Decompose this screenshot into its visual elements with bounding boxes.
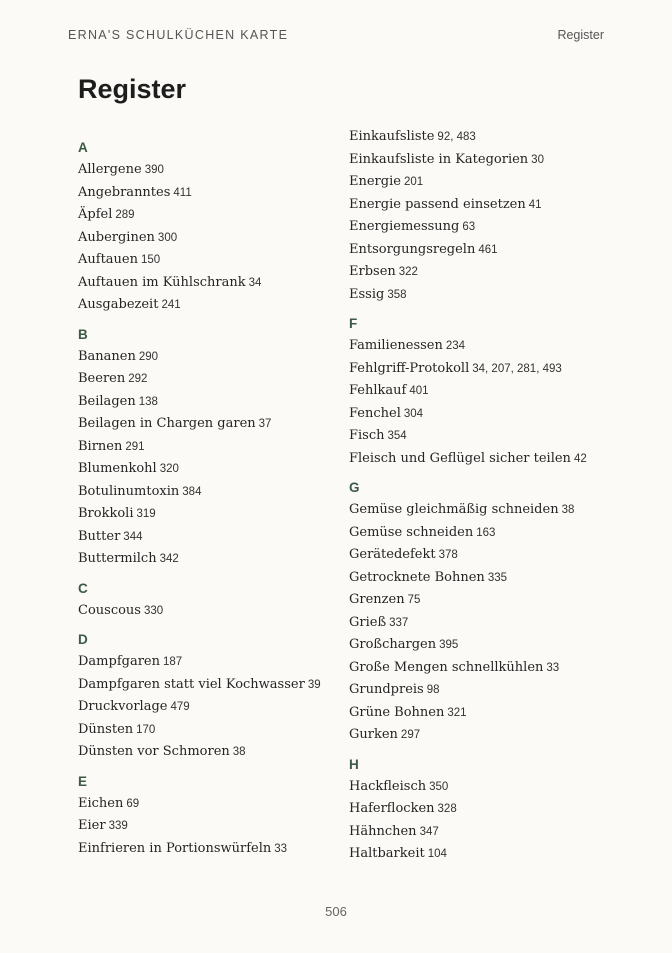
index-term: Einkaufsliste — [349, 129, 435, 144]
index-section — [349, 126, 610, 306]
book-title: ERNA'S SCHULKÜCHEN KARTE — [68, 28, 289, 42]
index-entry — [78, 696, 349, 719]
index-term: Fisch — [349, 428, 385, 443]
index-term: Dampfgaren — [78, 654, 160, 669]
index-entry — [349, 798, 610, 821]
index-page-ref: 411 — [173, 186, 192, 199]
index-page-ref: 30 — [531, 153, 544, 166]
index-entry — [349, 403, 610, 426]
index-entry — [349, 724, 610, 747]
index-entry — [78, 741, 349, 764]
index-term: Couscous — [78, 602, 141, 618]
index-entry — [78, 182, 349, 205]
index-page-ref: 241 — [161, 299, 181, 311]
section-letter: C — [78, 580, 88, 596]
index-page-ref: 354 — [387, 430, 407, 442]
index-page-ref: 479 — [170, 701, 190, 713]
index-term: Energiemessung — [349, 219, 460, 234]
index-term: Haferflocken — [349, 801, 435, 816]
index-entry — [78, 526, 349, 549]
index-term: Essig — [349, 286, 385, 302]
index-page-ref: 75 — [407, 594, 421, 606]
index-term: Beilagen — [78, 393, 136, 409]
index-page-ref: 378 — [438, 549, 458, 561]
index-entry — [349, 239, 610, 262]
index-page-ref: 98 — [426, 684, 440, 696]
index-term: Dünsten — [78, 721, 134, 737]
index-term: Hackfleisch — [349, 778, 427, 794]
index-column-right — [349, 126, 610, 866]
index-page-ref: 33 — [546, 661, 560, 674]
index-page-ref: 150 — [141, 254, 161, 266]
index-entry — [78, 368, 349, 391]
index-term: Birnen — [78, 438, 123, 454]
section-letter: F — [349, 316, 358, 331]
index-entry — [78, 204, 349, 227]
index-term: Äpfel — [78, 207, 113, 222]
section-title: Register — [557, 28, 604, 42]
index-section — [78, 324, 349, 571]
index-entry — [349, 425, 610, 448]
index-page-ref: 34 — [248, 276, 262, 289]
index-page-ref: 337 — [389, 616, 409, 629]
index-term: Gurken — [349, 727, 398, 742]
index-term: Familienessen — [349, 338, 443, 353]
index-term: Grüne Bohnen — [349, 704, 445, 720]
index-page-ref: 390 — [144, 164, 164, 176]
index-term: Auberginen — [78, 229, 155, 245]
index-page-ref: 304 — [403, 407, 424, 420]
page-title: Register — [78, 74, 187, 104]
index-page-ref: 384 — [182, 485, 202, 498]
index-entry — [78, 600, 349, 623]
index-entry — [78, 436, 349, 459]
index-entry — [78, 346, 349, 369]
index-term: Grenzen — [349, 592, 405, 607]
index-term: Grundpreis — [349, 682, 424, 697]
index-entry — [349, 567, 610, 590]
index-term: Brokkoli — [78, 506, 134, 521]
index-term: Erbsen — [349, 264, 396, 279]
index-section — [78, 578, 349, 623]
index-page-ref: 34, 207, 281, 493 — [472, 362, 562, 375]
index-page-ref: 289 — [115, 209, 135, 221]
index-term: Gerätedefekt — [349, 547, 436, 562]
index-page-ref: 104 — [427, 848, 447, 860]
section-letter: A — [78, 140, 88, 155]
index-term: Allergene — [78, 162, 142, 177]
index-term: Bananen — [78, 348, 136, 364]
index-page-ref: 461 — [478, 243, 498, 256]
page-number: 506 — [325, 904, 347, 919]
index-page-ref: 37 — [258, 418, 272, 430]
index-term: Fehlgriff-Protokoll — [349, 360, 470, 376]
index-section — [78, 137, 349, 317]
index-term: Einfrieren in Portionswürfeln — [78, 840, 272, 856]
index-page-ref: 320 — [159, 463, 179, 475]
index-entry — [78, 159, 349, 182]
section-letter: B — [78, 326, 88, 342]
index-term: Energie passend einsetzen — [349, 196, 526, 212]
index-entry — [349, 448, 610, 471]
index-term: Einkaufsliste in Kategorien — [349, 151, 529, 167]
index-page-ref: 201 — [403, 176, 424, 188]
index-term: Grieß — [349, 614, 387, 630]
section-letter: H — [349, 756, 359, 772]
index-page-ref: 339 — [108, 820, 128, 832]
index-term: Ausgabezeit — [78, 297, 159, 312]
index-page-ref: 42 — [573, 452, 587, 465]
index-page-ref: 291 — [125, 440, 145, 453]
index-term: Auftauen — [78, 252, 138, 267]
index-entry — [349, 843, 610, 866]
index-page-ref: 401 — [409, 385, 429, 397]
index-term: Fleisch und Geflügel sicher teilen — [349, 450, 571, 466]
index-page-ref: 342 — [159, 553, 179, 565]
index-term: Große Mengen schnellkühlen — [349, 659, 544, 675]
index-entry — [349, 589, 610, 612]
index-entry — [78, 719, 349, 742]
index-page-ref: 92, 483 — [437, 131, 476, 143]
section-letter: D — [78, 632, 88, 647]
index-page-ref: 187 — [163, 656, 183, 668]
index-term: Druckvorlage — [78, 699, 168, 714]
index-term: Fenchel — [349, 405, 401, 421]
index-page-ref: 330 — [143, 604, 164, 617]
index-page-ref: 39 — [307, 678, 321, 691]
index-section — [78, 771, 349, 861]
index-term: Großchargen — [349, 637, 437, 652]
index-page-ref: 358 — [387, 288, 407, 301]
index-page-ref: 347 — [419, 825, 439, 838]
index-page-ref: 350 — [429, 780, 449, 793]
index-term: Hähnchen — [349, 823, 417, 839]
index-term: Entsorgungsregeln — [349, 241, 476, 257]
index-entry — [78, 391, 349, 414]
index-entry — [349, 776, 610, 799]
index-page-ref: 297 — [400, 729, 421, 741]
index-term: Auftauen im Kühlschrank — [78, 274, 246, 290]
index-page-ref: 63 — [462, 221, 476, 233]
index-page-ref: 328 — [437, 803, 457, 815]
index-term: Eichen — [78, 795, 124, 811]
index-term: Haltbarkeit — [349, 846, 425, 861]
index-page-ref: 163 — [476, 526, 496, 539]
index-entry — [349, 821, 610, 844]
index-entry — [349, 335, 610, 358]
index-term: Getrocknete Bohnen — [349, 569, 485, 585]
index-column-left — [78, 126, 349, 866]
index-page-ref: 395 — [439, 639, 459, 651]
index-page-ref: 41 — [528, 198, 542, 211]
index-entry — [349, 634, 610, 657]
index-page-ref: 33 — [274, 842, 288, 855]
index-entry — [349, 194, 610, 217]
index-entry — [78, 503, 349, 526]
index-page-ref: 300 — [157, 231, 178, 244]
index-entry — [349, 149, 610, 172]
index-entry — [349, 679, 610, 702]
index-page-ref: 344 — [123, 530, 143, 543]
index-section — [78, 629, 349, 764]
index-page-ref: 138 — [138, 395, 158, 408]
section-letter: E — [78, 773, 88, 789]
index-entry — [349, 612, 610, 635]
index-term: Energie — [349, 174, 401, 189]
index-entry — [349, 499, 610, 522]
index-entry — [349, 702, 610, 725]
index-entry — [78, 674, 349, 697]
index-entry — [78, 838, 349, 861]
index-term: Beilagen in Chargen garen — [78, 416, 256, 431]
index-term: Eier — [78, 818, 106, 833]
index-page-ref: 234 — [445, 340, 466, 352]
index-entry — [349, 216, 610, 239]
index-term: Beeren — [78, 371, 126, 386]
index-entry — [78, 294, 349, 317]
index-entry — [78, 481, 349, 504]
index-entry — [78, 815, 349, 838]
index-entry — [78, 227, 349, 250]
index-section — [349, 313, 610, 470]
index-page-ref: 292 — [128, 373, 148, 385]
index-entry — [78, 651, 349, 674]
index-page-ref: 335 — [487, 571, 507, 584]
index-section — [349, 754, 610, 866]
index-term: Buttermilch — [78, 551, 157, 566]
index-term: Botulinumtoxin — [78, 483, 180, 499]
index-section — [349, 477, 610, 747]
index-entry — [78, 793, 349, 816]
index-entry — [349, 522, 610, 545]
index-term: Gemüse gleichmäßig schneiden — [349, 502, 559, 517]
index-term: Butter — [78, 528, 121, 544]
index-entry — [349, 171, 610, 194]
index-entry — [78, 413, 349, 436]
index-term: Dünsten vor Schmoren — [78, 744, 230, 759]
index-entry — [349, 261, 610, 284]
index-entry — [349, 544, 610, 567]
index-entry — [78, 548, 349, 571]
running-header — [68, 28, 604, 42]
index-term: Fehlkauf — [349, 383, 407, 398]
index-entry — [78, 458, 349, 481]
section-letter: G — [349, 480, 360, 495]
index-page-ref: 322 — [398, 266, 418, 278]
index-term: Angebranntes — [78, 184, 171, 200]
index-page-ref: 38 — [561, 504, 575, 516]
index-page-ref: 38 — [232, 746, 246, 758]
index-page-ref: 290 — [138, 350, 159, 363]
index-entry — [78, 249, 349, 272]
index-page-ref: 319 — [136, 508, 156, 520]
index-term: Gemüse schneiden — [349, 524, 474, 540]
index-entry — [78, 272, 349, 295]
index-entry — [349, 657, 610, 680]
index-page-ref: 321 — [447, 706, 467, 719]
index-entry — [349, 380, 610, 403]
index-columns — [78, 126, 610, 866]
index-entry — [349, 126, 610, 149]
index-entry — [349, 358, 610, 381]
index-term: Dampfgaren statt viel Kochwasser — [78, 676, 305, 692]
index-page-ref: 69 — [126, 797, 140, 810]
index-page-ref: 170 — [136, 723, 156, 736]
index-entry — [349, 284, 610, 307]
index-term: Blumenkohl — [78, 461, 157, 476]
